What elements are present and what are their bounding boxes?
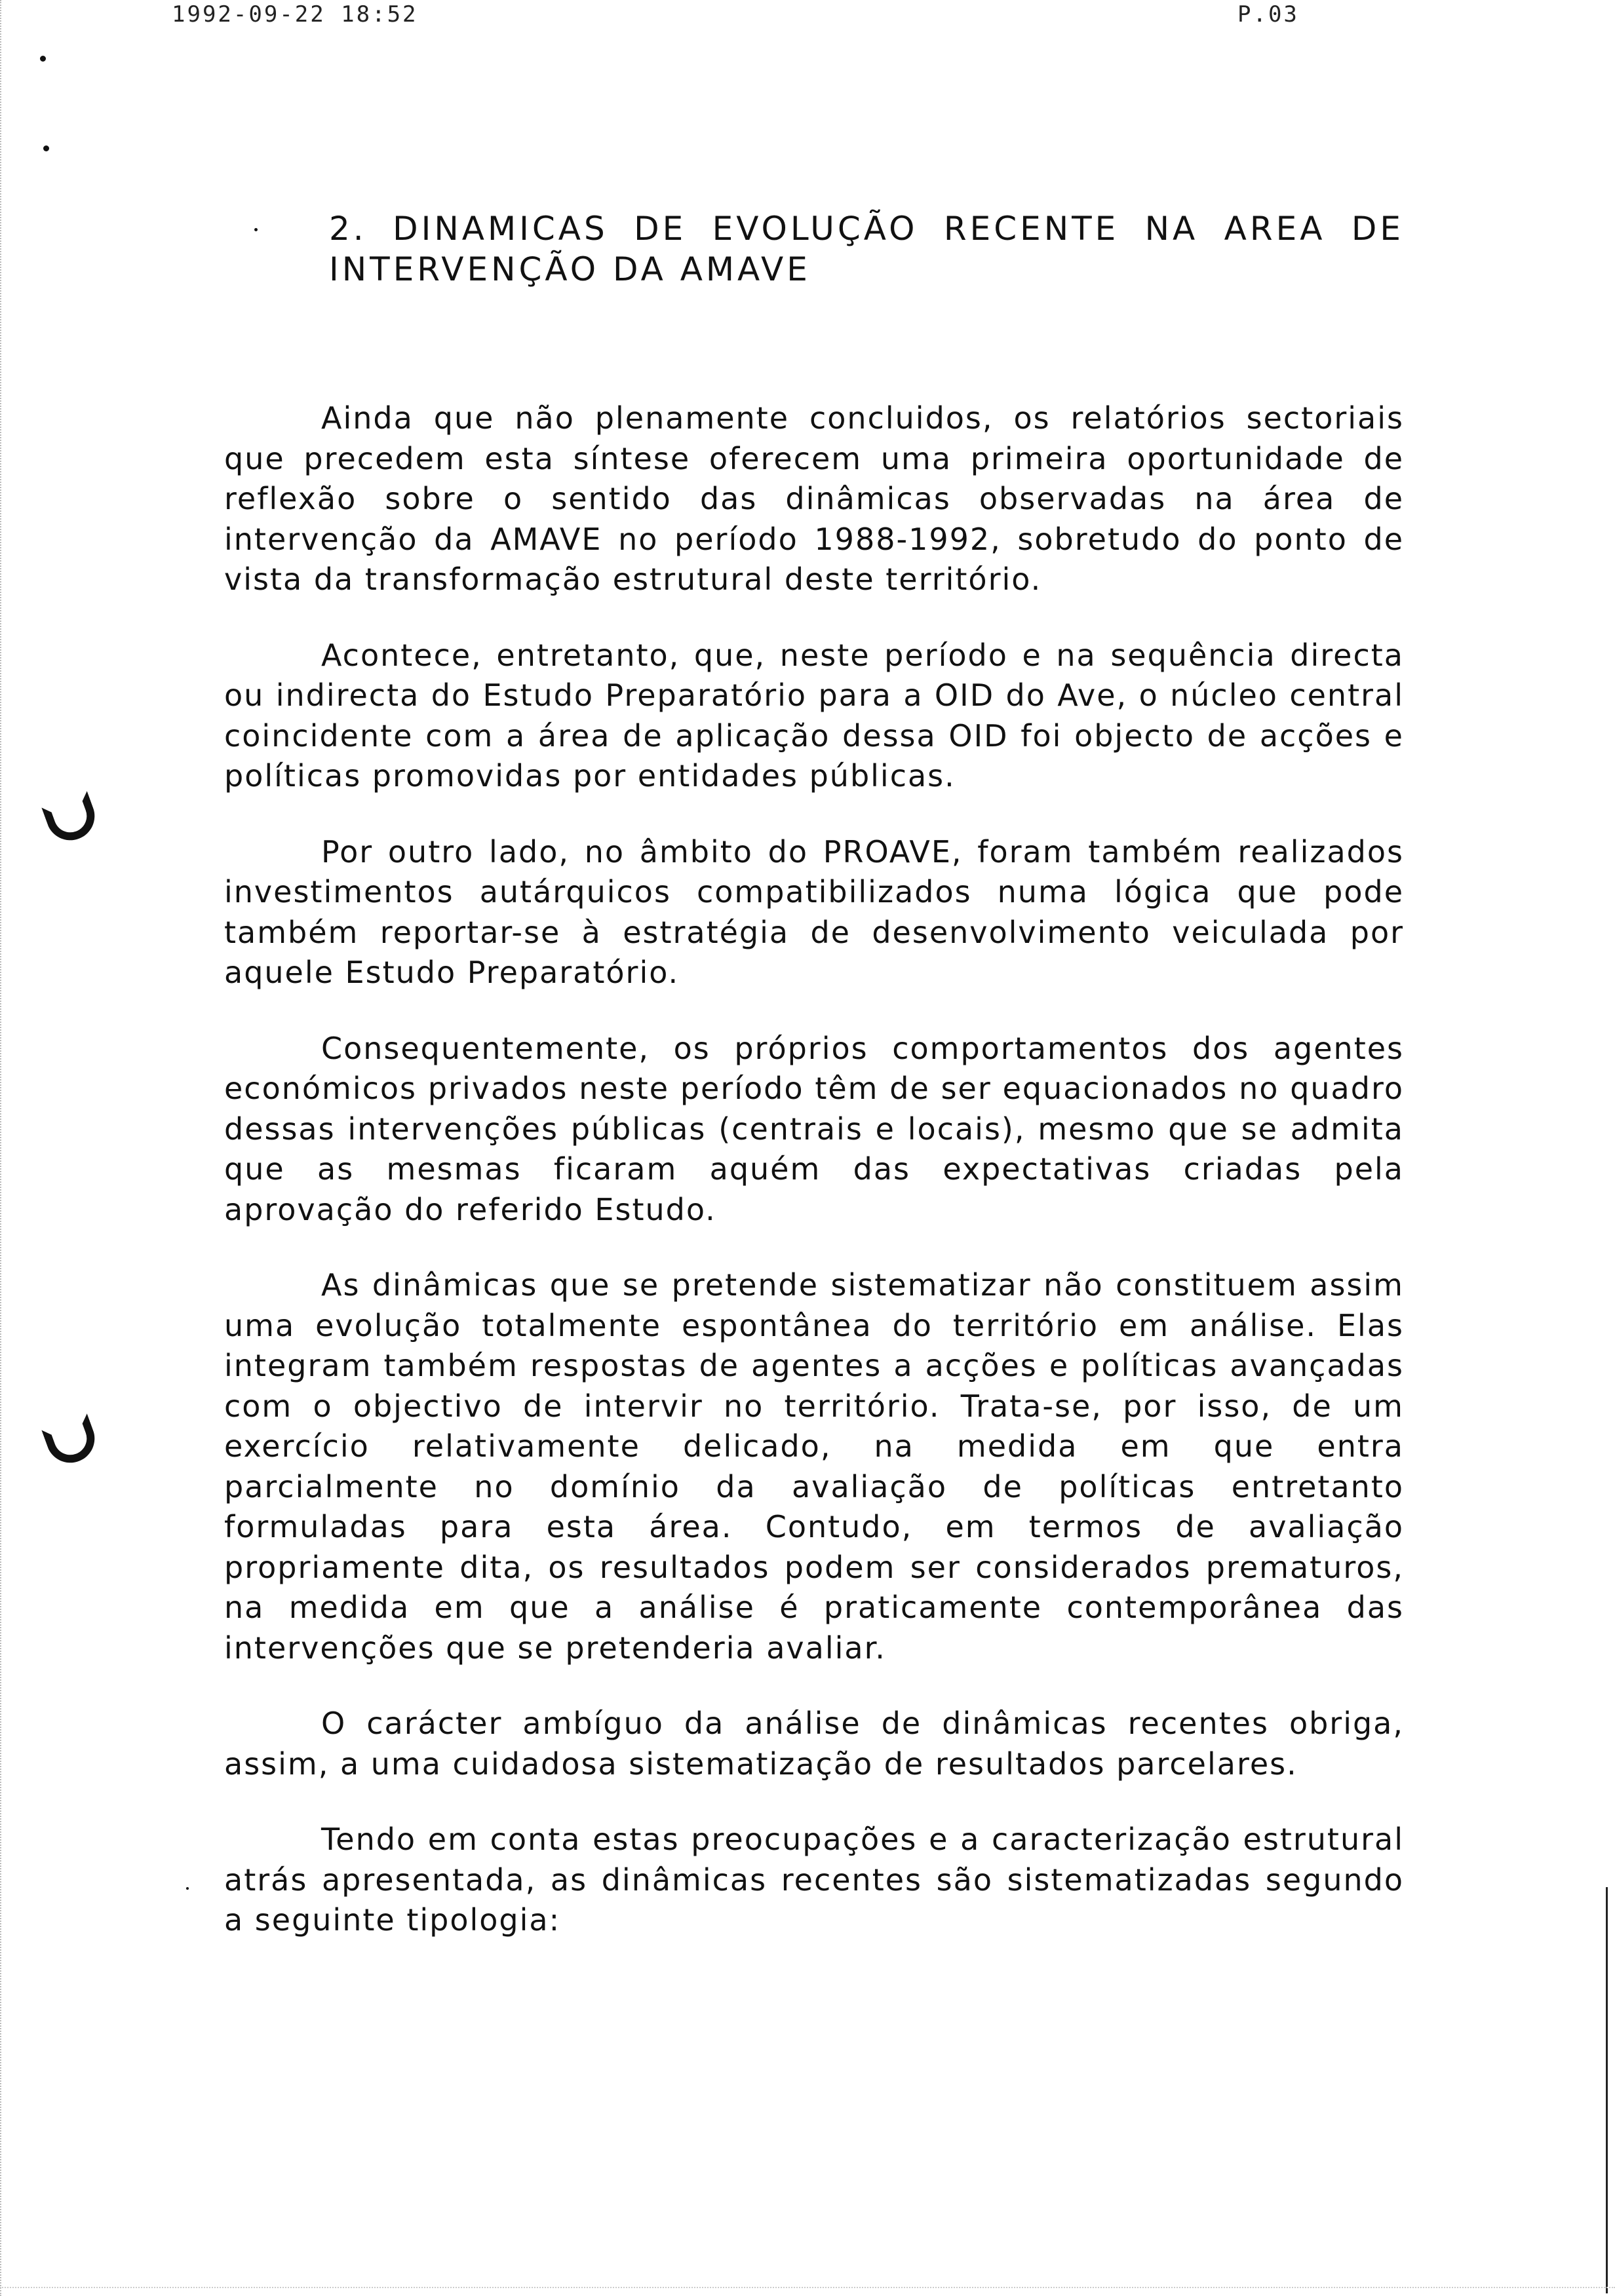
paragraph-3: Por outro lado, no âmbito do PROAVE, foram também realizados investimentos autárquicos compatibilizados numa lógica que pode também reportar-se à estratégia de desenvolvimento veiculada por aquele Estudo Preparatório. bbox=[224, 833, 1404, 990]
paragraph-5: As dinâmicas que se pretende sistematizar não constituem assim uma evolução totalmente espontânea do território em análise. Elas integram também respostas de agentes a acções e políticas avançadas com o objectivo de intervir no território. Trata-se, por isso, de um exercício relativamente delicado, na medida em que entra parcialmente no domínio da avaliação de políticas entretanto formuladas para esta área. Contudo, em termos de avaliação propriamente dita, os resultados podem ser considerados prematuros, na medida em que a análise é praticamente contemporânea das intervenções que se pretenderia avaliar. bbox=[224, 1267, 1404, 1666]
scan-speck bbox=[40, 56, 46, 62]
title-word: DE bbox=[634, 210, 687, 248]
fax-datetime: 1992-09-22 18:52 bbox=[172, 1, 418, 28]
paragraph-2: Acontece, entretanto, que, neste período e na sequência directa ou indirecta do Estudo Preparatório para a OID do Ave, o núcleo central coincidente com a área de aplicação dessa OID foi objecto de acções e políticas promovidas por entidades públicas. bbox=[224, 637, 1404, 794]
section-title-line-2: INTERVENÇÃO DA AMAVE bbox=[329, 250, 811, 288]
scan-bottom-edge bbox=[0, 2287, 1615, 2289]
title-word: DINAMICAS bbox=[393, 210, 608, 248]
paragraph-4: Consequentemente, os próprios comportamentos dos agentes económicos privados neste período têm de ser equacionados no quadro dessas intervenções públicas (centrais e locais), mesmo que se admita que as mesmas ficaram aquém das expectativas criadas pela aprovação do referido Estudo. bbox=[224, 1030, 1404, 1227]
scan-speck bbox=[43, 145, 49, 151]
document-body bbox=[224, 208, 1404, 1941]
title-word: AREA bbox=[1224, 210, 1326, 248]
title-word: 2. bbox=[329, 210, 367, 248]
fax-header bbox=[0, 0, 1615, 33]
fax-page-number: P.03 bbox=[1237, 1, 1299, 28]
paragraph-6: O carácter ambíguo da análise de dinâmicas recentes obriga, assim, a uma cuidadosa sistematização de resultados parcelares. bbox=[224, 1706, 1404, 1782]
paragraph-7: Tendo em conta estas preocupações e a caracterização estrutural atrás apresentada, as dinâmicas recentes são sistematizadas segundo a seguinte tipologia: bbox=[224, 1822, 1404, 1938]
section-title bbox=[224, 208, 1404, 290]
title-word: RECENTE bbox=[943, 210, 1119, 248]
scan-right-edge bbox=[1606, 1887, 1608, 2293]
punch-hole-mark bbox=[41, 1413, 101, 1469]
scan-left-edge bbox=[0, 0, 3, 2296]
section-title-line-1 bbox=[329, 208, 1404, 249]
scan-speck bbox=[186, 1887, 189, 1890]
title-word: DE bbox=[1351, 210, 1404, 248]
paragraph-1: Ainda que não plenamente concluidos, os relatórios sectoriais que precedem esta síntese oferecem uma primeira oportunidade de reflexão sobre o sentido das dinâmicas observadas na área de intervenção da AMAVE no período 1988-1992, sobretudo do ponto de vista da transformação estrutural deste território. bbox=[224, 400, 1404, 597]
title-word: EVOLUÇÃO bbox=[712, 210, 918, 248]
punch-hole-mark bbox=[41, 791, 101, 847]
title-word: NA bbox=[1144, 210, 1199, 248]
